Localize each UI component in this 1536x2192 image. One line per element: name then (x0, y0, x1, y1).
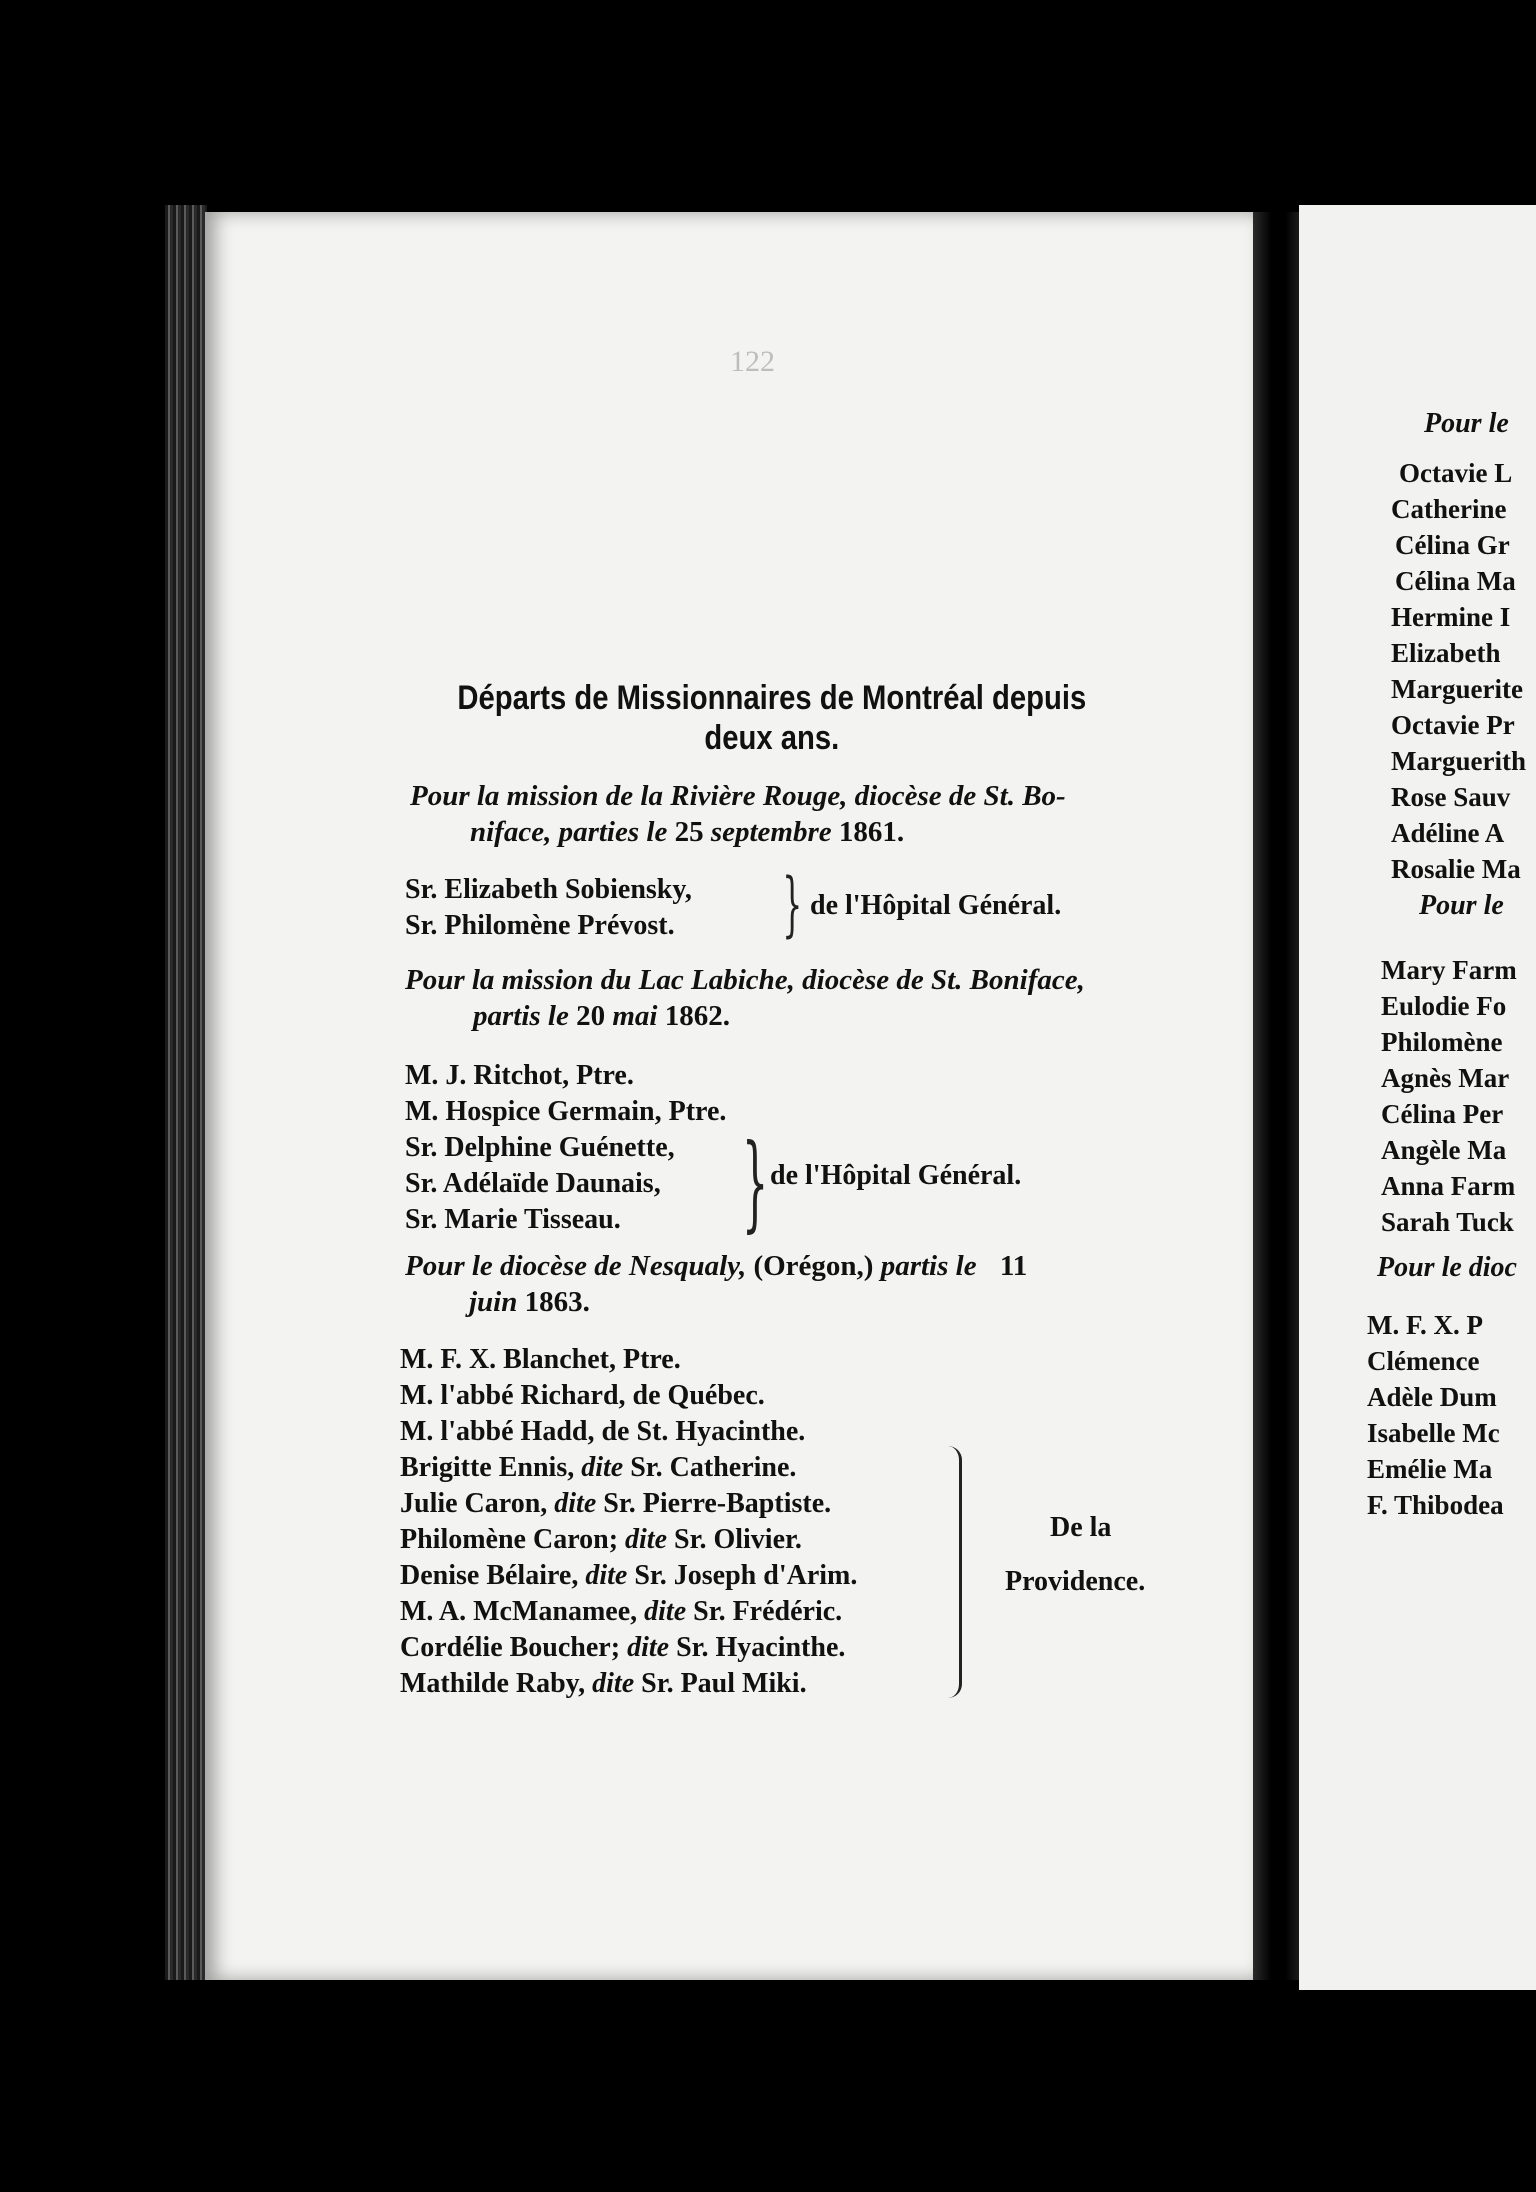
sister-name: Brigitte Ennis, (400, 1452, 575, 1483)
list-item: Adéline A (1391, 818, 1505, 848)
sister-dite: dite (644, 1596, 687, 1627)
sister-religious-name: Sr. Hyacinthe. (676, 1632, 846, 1663)
right-page (1299, 205, 1536, 1990)
sister-name: Mathilde Raby, (400, 1668, 586, 1699)
section2-priests (405, 1058, 726, 1238)
section2-year: 1862. (664, 1000, 730, 1032)
list-item: Octavie L (1399, 458, 1513, 488)
sister-religious-name: Sr. Frédéric. (693, 1596, 843, 1627)
section1-day: 25 (674, 816, 704, 848)
section3-group-label-2: Providence. (1005, 1566, 1146, 1597)
sister-dite: dite (625, 1524, 668, 1555)
list-item: M. l'abbé Hadd, de St. Hyacinthe. (400, 1416, 806, 1447)
list-item: M. J. Ritchot, Ptre. (405, 1060, 634, 1091)
list-item: Sr. Adélaïde Daunais, (405, 1168, 661, 1199)
section2-day: 20 (576, 1000, 606, 1032)
list-item: Philomène (1381, 1027, 1503, 1057)
list-item: F. Thibodea (1367, 1490, 1504, 1520)
section2-month: mai (612, 1000, 658, 1032)
table-row (400, 1594, 857, 1630)
table-row (400, 1522, 857, 1558)
brace-icon: } (741, 1121, 769, 1243)
section3-heading (405, 1248, 1027, 1320)
sister-name: Denise Bélaire, (400, 1560, 579, 1591)
list-item: Rosalie Ma (1391, 854, 1521, 884)
list-item: Célina Gr (1395, 530, 1510, 560)
table-row (400, 1486, 857, 1522)
section1-heading-line1: Pour la mission de la Rivière Rouge, diocèse de St. Bo- (410, 780, 1066, 812)
section1-year: 1861. (838, 816, 905, 848)
list-item: Eulodie Fo (1381, 991, 1507, 1021)
list-item: Sr. Delphine Guénette, (405, 1132, 675, 1163)
brace-icon: } (782, 863, 803, 945)
list-item: Sr. Marie Tisseau. (405, 1204, 621, 1235)
section1-month: septembre (710, 816, 832, 848)
list-item: Adèle Dum (1367, 1382, 1497, 1412)
list-item: M. F. X. Blanchet, Ptre. (400, 1344, 681, 1375)
page-number: 122 (730, 345, 775, 378)
section3-month: juin (469, 1286, 518, 1318)
section2-group-label: de l'Hôpital Général. (770, 1160, 1022, 1191)
list-item: Marguerith (1391, 746, 1526, 776)
brace-icon (945, 1446, 962, 1698)
list-item: Hermine I (1391, 602, 1511, 632)
right-page-list-1 (1391, 455, 1526, 887)
list-item: Octavie Pr (1391, 710, 1515, 740)
list-item: M. Hospice Germain, Ptre. (405, 1096, 727, 1127)
section3-region: (Orégon,) (753, 1250, 874, 1282)
section1-names (405, 872, 692, 944)
list-item: Célina Per (1381, 1099, 1504, 1129)
right-page-heading-1: Pour le (1424, 408, 1509, 439)
right-page-heading-2: Pour le (1419, 890, 1504, 921)
list-item: M. l'abbé Richard, de Québec. (400, 1380, 765, 1411)
section3-heading-line1: Pour le diocèse de Nesqualy, (405, 1250, 747, 1282)
left-page (205, 212, 1253, 1980)
section1-group-label: de l'Hôpital Général. (810, 890, 1062, 921)
sister-dite: dite (585, 1560, 628, 1591)
sister-religious-name: Sr. Olivier. (674, 1524, 802, 1555)
section3-sisters (400, 1450, 857, 1702)
table-row (400, 1558, 857, 1594)
section2-heading-line2: partis le (473, 1000, 569, 1032)
list-item: Sarah Tuck (1381, 1207, 1514, 1237)
sister-name: M. A. McManamee, (400, 1596, 638, 1627)
list-item: Célina Ma (1395, 566, 1516, 596)
list-item: Mary Farm (1381, 955, 1517, 985)
right-page-list-3 (1367, 1307, 1504, 1523)
list-item: Sr. Philomène Prévost. (405, 910, 675, 941)
sister-dite: dite (592, 1668, 635, 1699)
table-row (400, 1630, 857, 1666)
list-item: Agnès Mar (1381, 1063, 1510, 1093)
sister-religious-name: Sr. Catherine. (630, 1452, 797, 1483)
right-page-heading-3: Pour le dioc (1377, 1252, 1517, 1283)
section1-heading-line2: niface, parties le (470, 816, 668, 848)
section2-heading-line1: Pour la mission du Lac Labiche, diocèse de St. Boniface, (405, 964, 1085, 996)
title-line-2: deux ans. (704, 719, 840, 757)
section3-partis: partis le (880, 1250, 977, 1282)
section1-heading (410, 778, 1066, 850)
list-item: Anna Farm (1381, 1171, 1516, 1201)
list-item: Marguerite (1391, 674, 1523, 704)
list-item: Angèle Ma (1381, 1135, 1507, 1165)
list-item: M. F. X. P (1367, 1310, 1483, 1340)
list-item: Rose Sauv (1391, 782, 1511, 812)
section2-heading (405, 962, 1085, 1034)
section3-group-label-1: De la (1050, 1512, 1112, 1543)
table-row (400, 1450, 857, 1486)
list-item: Emélie Ma (1367, 1454, 1493, 1484)
sister-name: Cordélie Boucher; (400, 1632, 621, 1663)
list-item: Elizabeth (1391, 638, 1501, 668)
sister-religious-name: Sr. Pierre-Baptiste. (603, 1488, 832, 1519)
list-item: Sr. Elizabeth Sobiensky, (405, 874, 692, 905)
title-line-1: Départs de Missionnaires de Montréal depuis (457, 679, 1087, 717)
section3-priests (400, 1342, 805, 1450)
sister-dite: dite (581, 1452, 624, 1483)
list-item: Isabelle Mc (1367, 1418, 1500, 1448)
sister-name: Julie Caron, (400, 1488, 548, 1519)
section3-year: 1863. (524, 1286, 590, 1318)
section3-day: 11 (999, 1250, 1028, 1282)
book-gutter (1253, 212, 1299, 1980)
table-row (400, 1666, 857, 1702)
sister-name: Philomène Caron; (400, 1524, 619, 1555)
page-title (445, 678, 1099, 758)
list-item: Clémence (1367, 1346, 1480, 1376)
sister-religious-name: Sr. Joseph d'Arim. (634, 1560, 858, 1591)
sister-dite: dite (627, 1632, 670, 1663)
sister-dite: dite (554, 1488, 597, 1519)
list-item: Catherine (1391, 494, 1507, 524)
right-page-list-2 (1381, 952, 1517, 1240)
sister-religious-name: Sr. Paul Miki. (641, 1668, 807, 1699)
book-spine (165, 205, 207, 1980)
